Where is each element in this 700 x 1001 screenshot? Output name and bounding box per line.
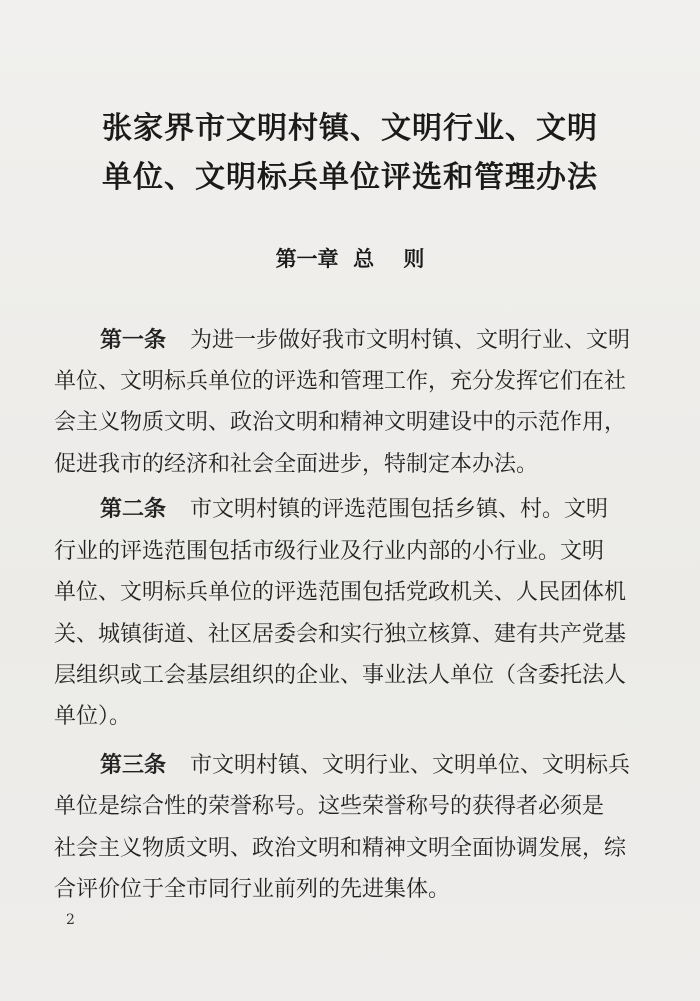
article-2-line: 单位）。 [54, 704, 132, 729]
article-1-line: 单位、文明标兵单位的评选和管理工作，充分发挥它们在社 [54, 369, 627, 394]
article-1-text: 为进一步做好我市文明村镇、文明行业、文明 [190, 328, 631, 353]
article-3-line: 单位是综合性的荣誉称号。这些荣誉称号的获得者必须是 [54, 794, 605, 819]
article-3-line: 社会主义物质文明、政治文明和精神文明全面协调发展，综 [54, 836, 627, 861]
document-title-line-2: 单位、文明标兵单位评选和管理办法 [102, 160, 598, 195]
article-1-label: 第一条 [100, 328, 167, 353]
article-1-first-line [100, 326, 650, 356]
article-1-line: 促进我市的经济和社会全面进步，特制定本办法。 [54, 452, 539, 477]
article-3-text: 市文明村镇、文明行业、文明单位、文明标兵 [190, 753, 631, 778]
page-number: 2 [66, 912, 75, 928]
article-2-line: 关、城镇街道、社区居委会和实行独立核算、建有共产党基 [54, 622, 627, 647]
article-2-line: 层组织或工会基层组织的企业、事业法人单位（含委托法人 [54, 663, 627, 688]
article-2-label: 第二条 [100, 497, 167, 522]
article-2-line: 单位、文明标兵单位的评选范围包括党政机关、人民团体机 [54, 580, 627, 605]
article-2-first-line [100, 495, 650, 525]
document-title-line-1: 张家界市文明村镇、文明行业、文明 [102, 111, 598, 146]
article-1-line: 会主义物质文明、政治文明和精神文明建设中的示范作用， [54, 410, 627, 435]
article-2-line: 行业的评选范围包括市级行业及行业内部的小行业。文明 [54, 539, 605, 564]
article-3-line: 合评价位于全市同行业前列的先进集体。 [54, 877, 451, 902]
article-3-first-line [100, 751, 650, 781]
article-3-label: 第三条 [100, 753, 167, 778]
article-2-text: 市文明村镇的评选范围包括乡镇、村。文明 [190, 497, 609, 522]
chapter-heading: 第一章 总 则 [275, 247, 425, 271]
